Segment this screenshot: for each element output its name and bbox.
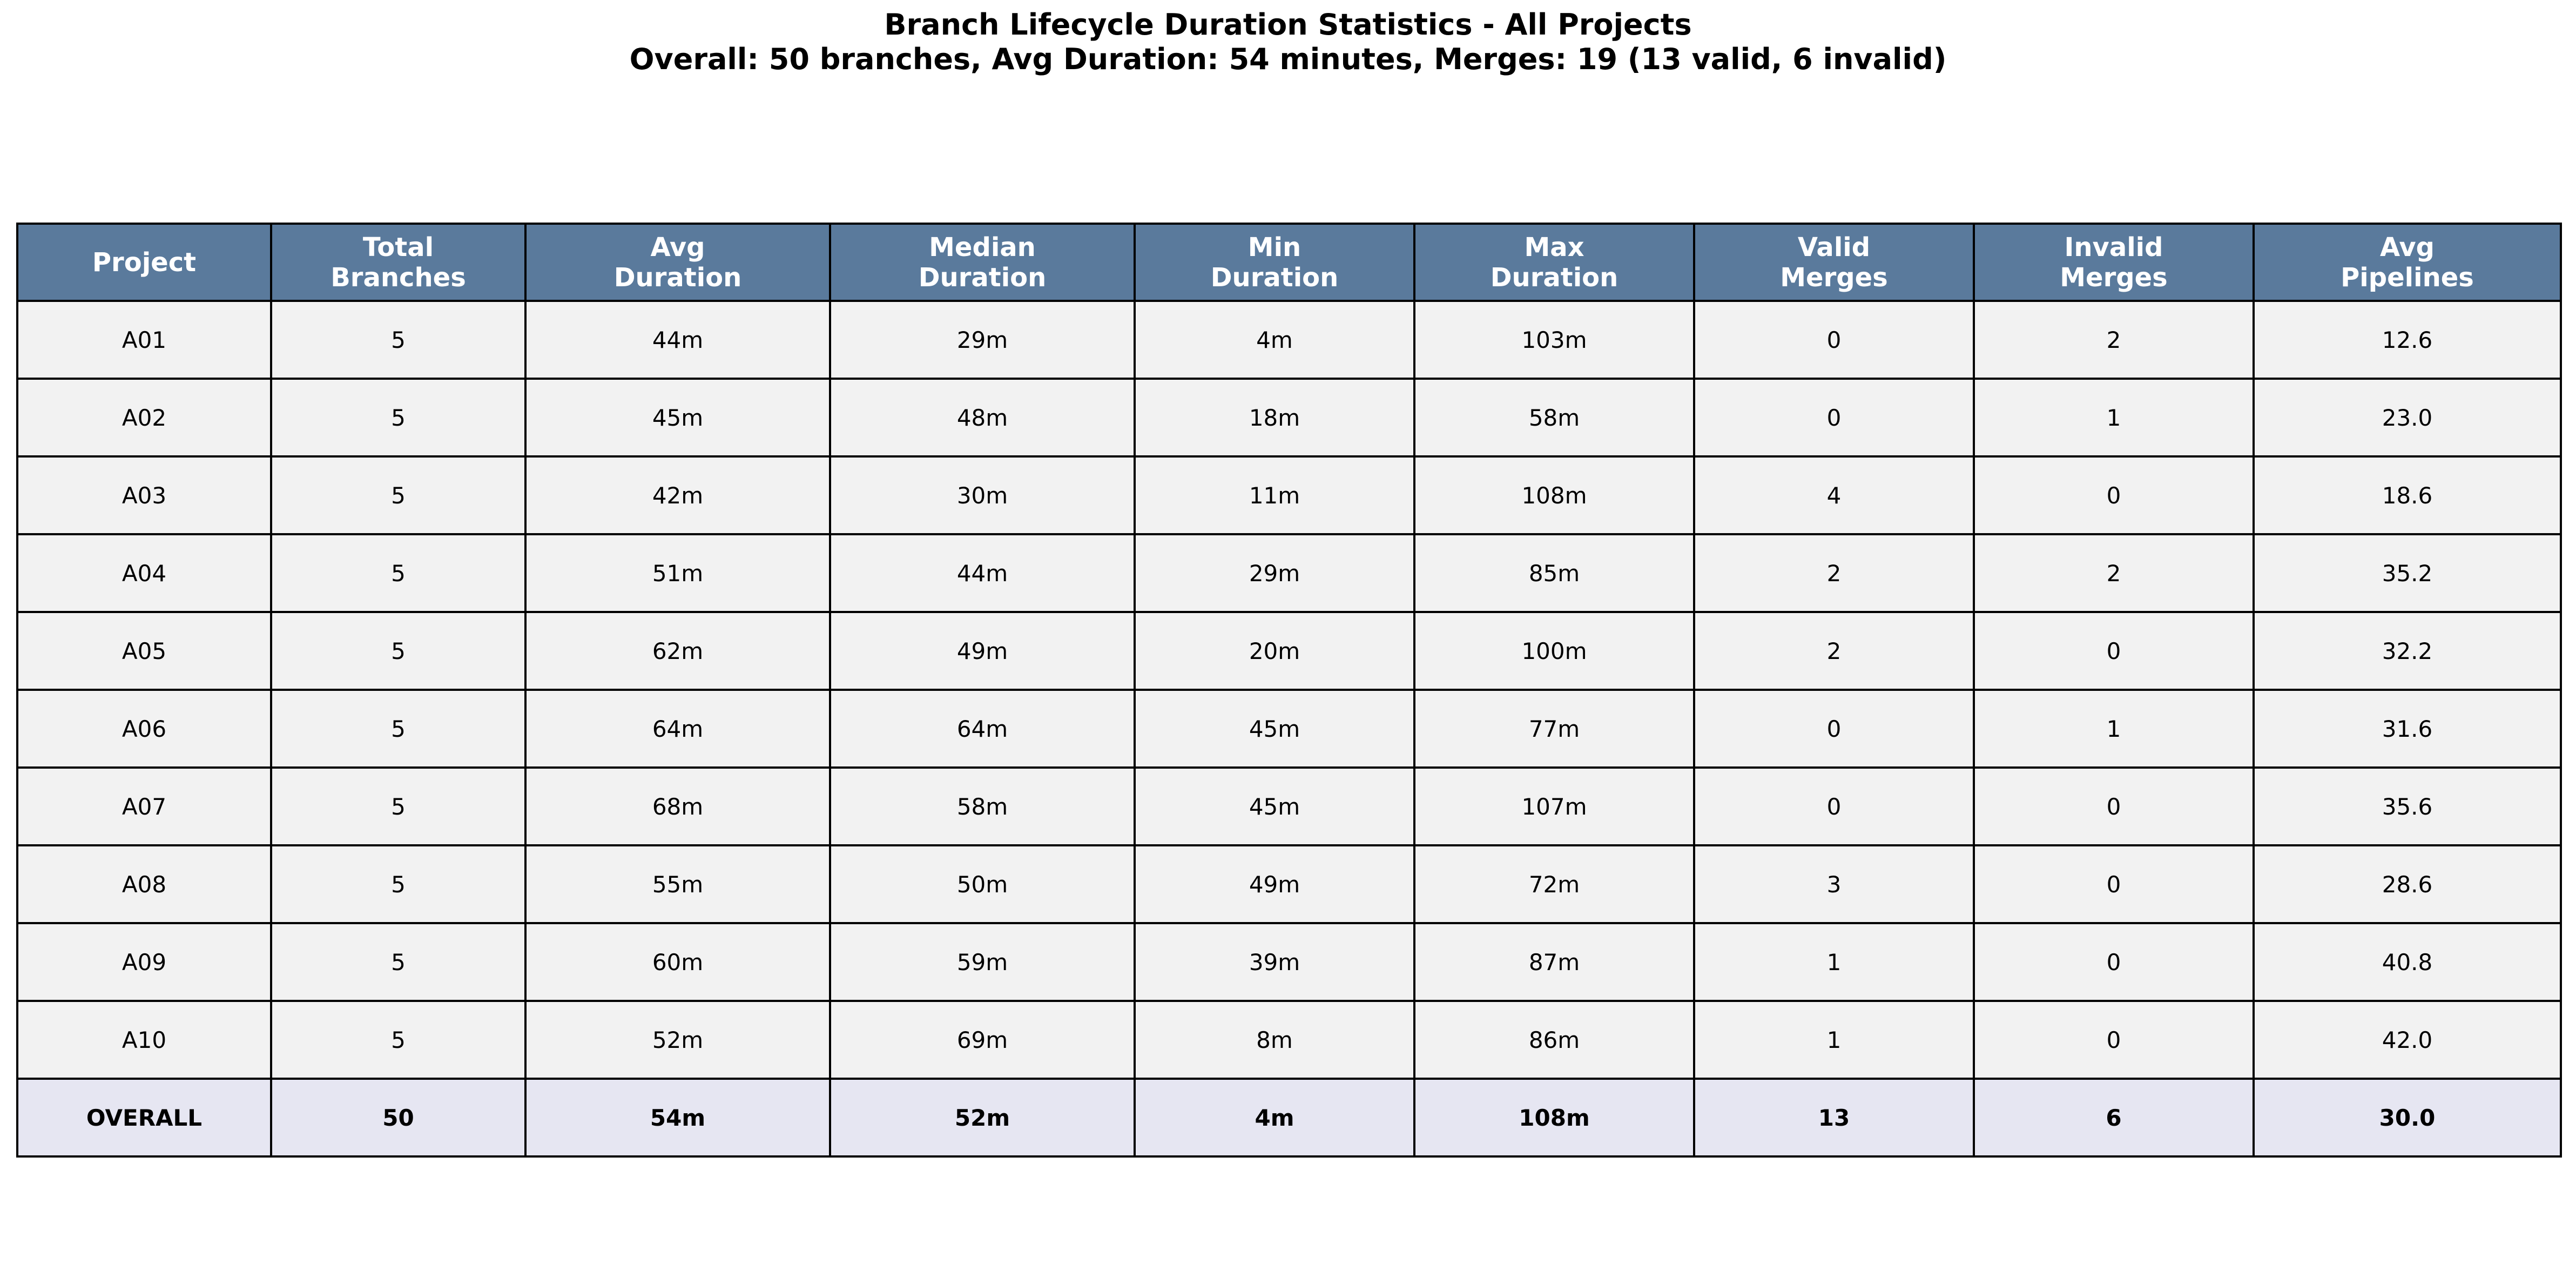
column-header: Invalid Merges — [1974, 224, 2254, 301]
column-header: Project — [17, 224, 271, 301]
table-cell: 18m — [1135, 379, 1414, 456]
table-cell: 32.2 — [2254, 612, 2561, 690]
table-cell: 44m — [830, 534, 1135, 612]
table-cell: 1 — [1974, 379, 2254, 456]
chart-title-block — [0, 8, 2576, 77]
table-cell: 55m — [525, 845, 830, 923]
table-cell: 1 — [1694, 923, 1974, 1001]
column-header: Avg Pipelines — [2254, 224, 2561, 301]
table-cell: 0 — [1974, 845, 2254, 923]
table-cell: 23.0 — [2254, 379, 2561, 456]
table-cell: 5 — [271, 456, 525, 534]
table-cell: 59m — [830, 923, 1135, 1001]
table-cell: 107m — [1414, 768, 1694, 845]
column-header: Valid Merges — [1694, 224, 1974, 301]
table-cell: 0 — [1694, 379, 1974, 456]
overall-cell: 54m — [525, 1079, 830, 1156]
column-header: Avg Duration — [525, 224, 830, 301]
table-body — [17, 301, 2561, 1156]
column-header: Max Duration — [1414, 224, 1694, 301]
table-cell: 50m — [830, 845, 1135, 923]
table-row — [17, 923, 2561, 1001]
table-cell: 77m — [1414, 690, 1694, 768]
table-cell: 11m — [1135, 456, 1414, 534]
table-cell: 40.8 — [2254, 923, 2561, 1001]
table-cell: 0 — [1974, 612, 2254, 690]
table-cell: 2 — [1974, 301, 2254, 379]
table-cell: 5 — [271, 845, 525, 923]
table-cell: 18.6 — [2254, 456, 2561, 534]
table-cell: 30m — [830, 456, 1135, 534]
table-row — [17, 1001, 2561, 1079]
table-cell: 49m — [1135, 845, 1414, 923]
table-cell: 60m — [525, 923, 830, 1001]
table-cell: 35.2 — [2254, 534, 2561, 612]
table-cell: 5 — [271, 690, 525, 768]
overall-cell: 13 — [1694, 1079, 1974, 1156]
table-cell: A02 — [17, 379, 271, 456]
column-header: Min Duration — [1135, 224, 1414, 301]
table-cell: 0 — [1974, 768, 2254, 845]
table-cell: 64m — [525, 690, 830, 768]
overall-cell: 4m — [1135, 1079, 1414, 1156]
table-cell: 2 — [1974, 534, 2254, 612]
table-cell: 0 — [1694, 768, 1974, 845]
table-cell: 5 — [271, 612, 525, 690]
table-cell: 39m — [1135, 923, 1414, 1001]
table-cell: 86m — [1414, 1001, 1694, 1079]
table-cell: 0 — [1694, 301, 1974, 379]
overall-cell: 52m — [830, 1079, 1135, 1156]
table-cell: 5 — [271, 534, 525, 612]
table-cell: 68m — [525, 768, 830, 845]
table-cell: 62m — [525, 612, 830, 690]
column-header: Total Branches — [271, 224, 525, 301]
table-cell: 103m — [1414, 301, 1694, 379]
table-cell: 0 — [1974, 923, 2254, 1001]
table-row — [17, 845, 2561, 923]
overall-cell: 50 — [271, 1079, 525, 1156]
table-cell: 45m — [1135, 690, 1414, 768]
table-cell: 5 — [271, 1001, 525, 1079]
table-cell: A10 — [17, 1001, 271, 1079]
table-cell: 28.6 — [2254, 845, 2561, 923]
table-cell: 1 — [1974, 690, 2254, 768]
table-cell: 72m — [1414, 845, 1694, 923]
table-cell: 49m — [830, 612, 1135, 690]
table-cell: 2 — [1694, 612, 1974, 690]
table-cell: 64m — [830, 690, 1135, 768]
table-cell: A08 — [17, 845, 271, 923]
table-cell: 5 — [271, 768, 525, 845]
table-cell: 3 — [1694, 845, 1974, 923]
table-cell: 0 — [1694, 690, 1974, 768]
table-row — [17, 612, 2561, 690]
table-row — [17, 379, 2561, 456]
table-cell: 58m — [830, 768, 1135, 845]
table-cell: 69m — [830, 1001, 1135, 1079]
table-cell: 45m — [525, 379, 830, 456]
table-cell: 5 — [271, 379, 525, 456]
overall-cell: OVERALL — [17, 1079, 271, 1156]
chart-subtitle: Overall: 50 branches, Avg Duration: 54 minutes, Merges: 19 (13 valid, 6 invalid) — [629, 42, 1947, 76]
chart-title: Branch Lifecycle Duration Statistics - All Projects — [884, 8, 1692, 42]
overall-cell: 30.0 — [2254, 1079, 2561, 1156]
table-cell: 51m — [525, 534, 830, 612]
table-cell: 31.6 — [2254, 690, 2561, 768]
table-cell: 29m — [1135, 534, 1414, 612]
table-cell: 85m — [1414, 534, 1694, 612]
table-cell: 4m — [1135, 301, 1414, 379]
table-cell: 8m — [1135, 1001, 1414, 1079]
table-cell: A05 — [17, 612, 271, 690]
table-cell: 44m — [525, 301, 830, 379]
table-cell: 20m — [1135, 612, 1414, 690]
branch-stats-table — [16, 223, 2562, 1158]
table-cell: 2 — [1694, 534, 1974, 612]
table-cell: 100m — [1414, 612, 1694, 690]
table-cell: 29m — [830, 301, 1135, 379]
table-cell: 48m — [830, 379, 1135, 456]
table-cell: 58m — [1414, 379, 1694, 456]
table-cell: 87m — [1414, 923, 1694, 1001]
table-cell: 5 — [271, 923, 525, 1001]
header-row — [17, 224, 2561, 301]
table-cell: 0 — [1974, 1001, 2254, 1079]
table-row — [17, 768, 2561, 845]
table-cell: 0 — [1974, 456, 2254, 534]
table-cell: A03 — [17, 456, 271, 534]
table-cell: A04 — [17, 534, 271, 612]
overall-cell: 108m — [1414, 1079, 1694, 1156]
table-cell: A09 — [17, 923, 271, 1001]
table-cell: 1 — [1694, 1001, 1974, 1079]
table-cell: A06 — [17, 690, 271, 768]
table-cell: 4 — [1694, 456, 1974, 534]
table-row — [17, 534, 2561, 612]
column-header: Median Duration — [830, 224, 1135, 301]
table-cell: 12.6 — [2254, 301, 2561, 379]
table-cell: 5 — [271, 301, 525, 379]
table-row — [17, 456, 2561, 534]
table-row — [17, 690, 2561, 768]
table-row — [17, 301, 2561, 379]
table-cell: 35.6 — [2254, 768, 2561, 845]
table-cell: 45m — [1135, 768, 1414, 845]
overall-cell: 6 — [1974, 1079, 2254, 1156]
overall-row — [17, 1079, 2561, 1156]
table-cell: A07 — [17, 768, 271, 845]
table-cell: 42.0 — [2254, 1001, 2561, 1079]
table-cell: 42m — [525, 456, 830, 534]
table-cell: A01 — [17, 301, 271, 379]
table-cell: 52m — [525, 1001, 830, 1079]
table-cell: 108m — [1414, 456, 1694, 534]
